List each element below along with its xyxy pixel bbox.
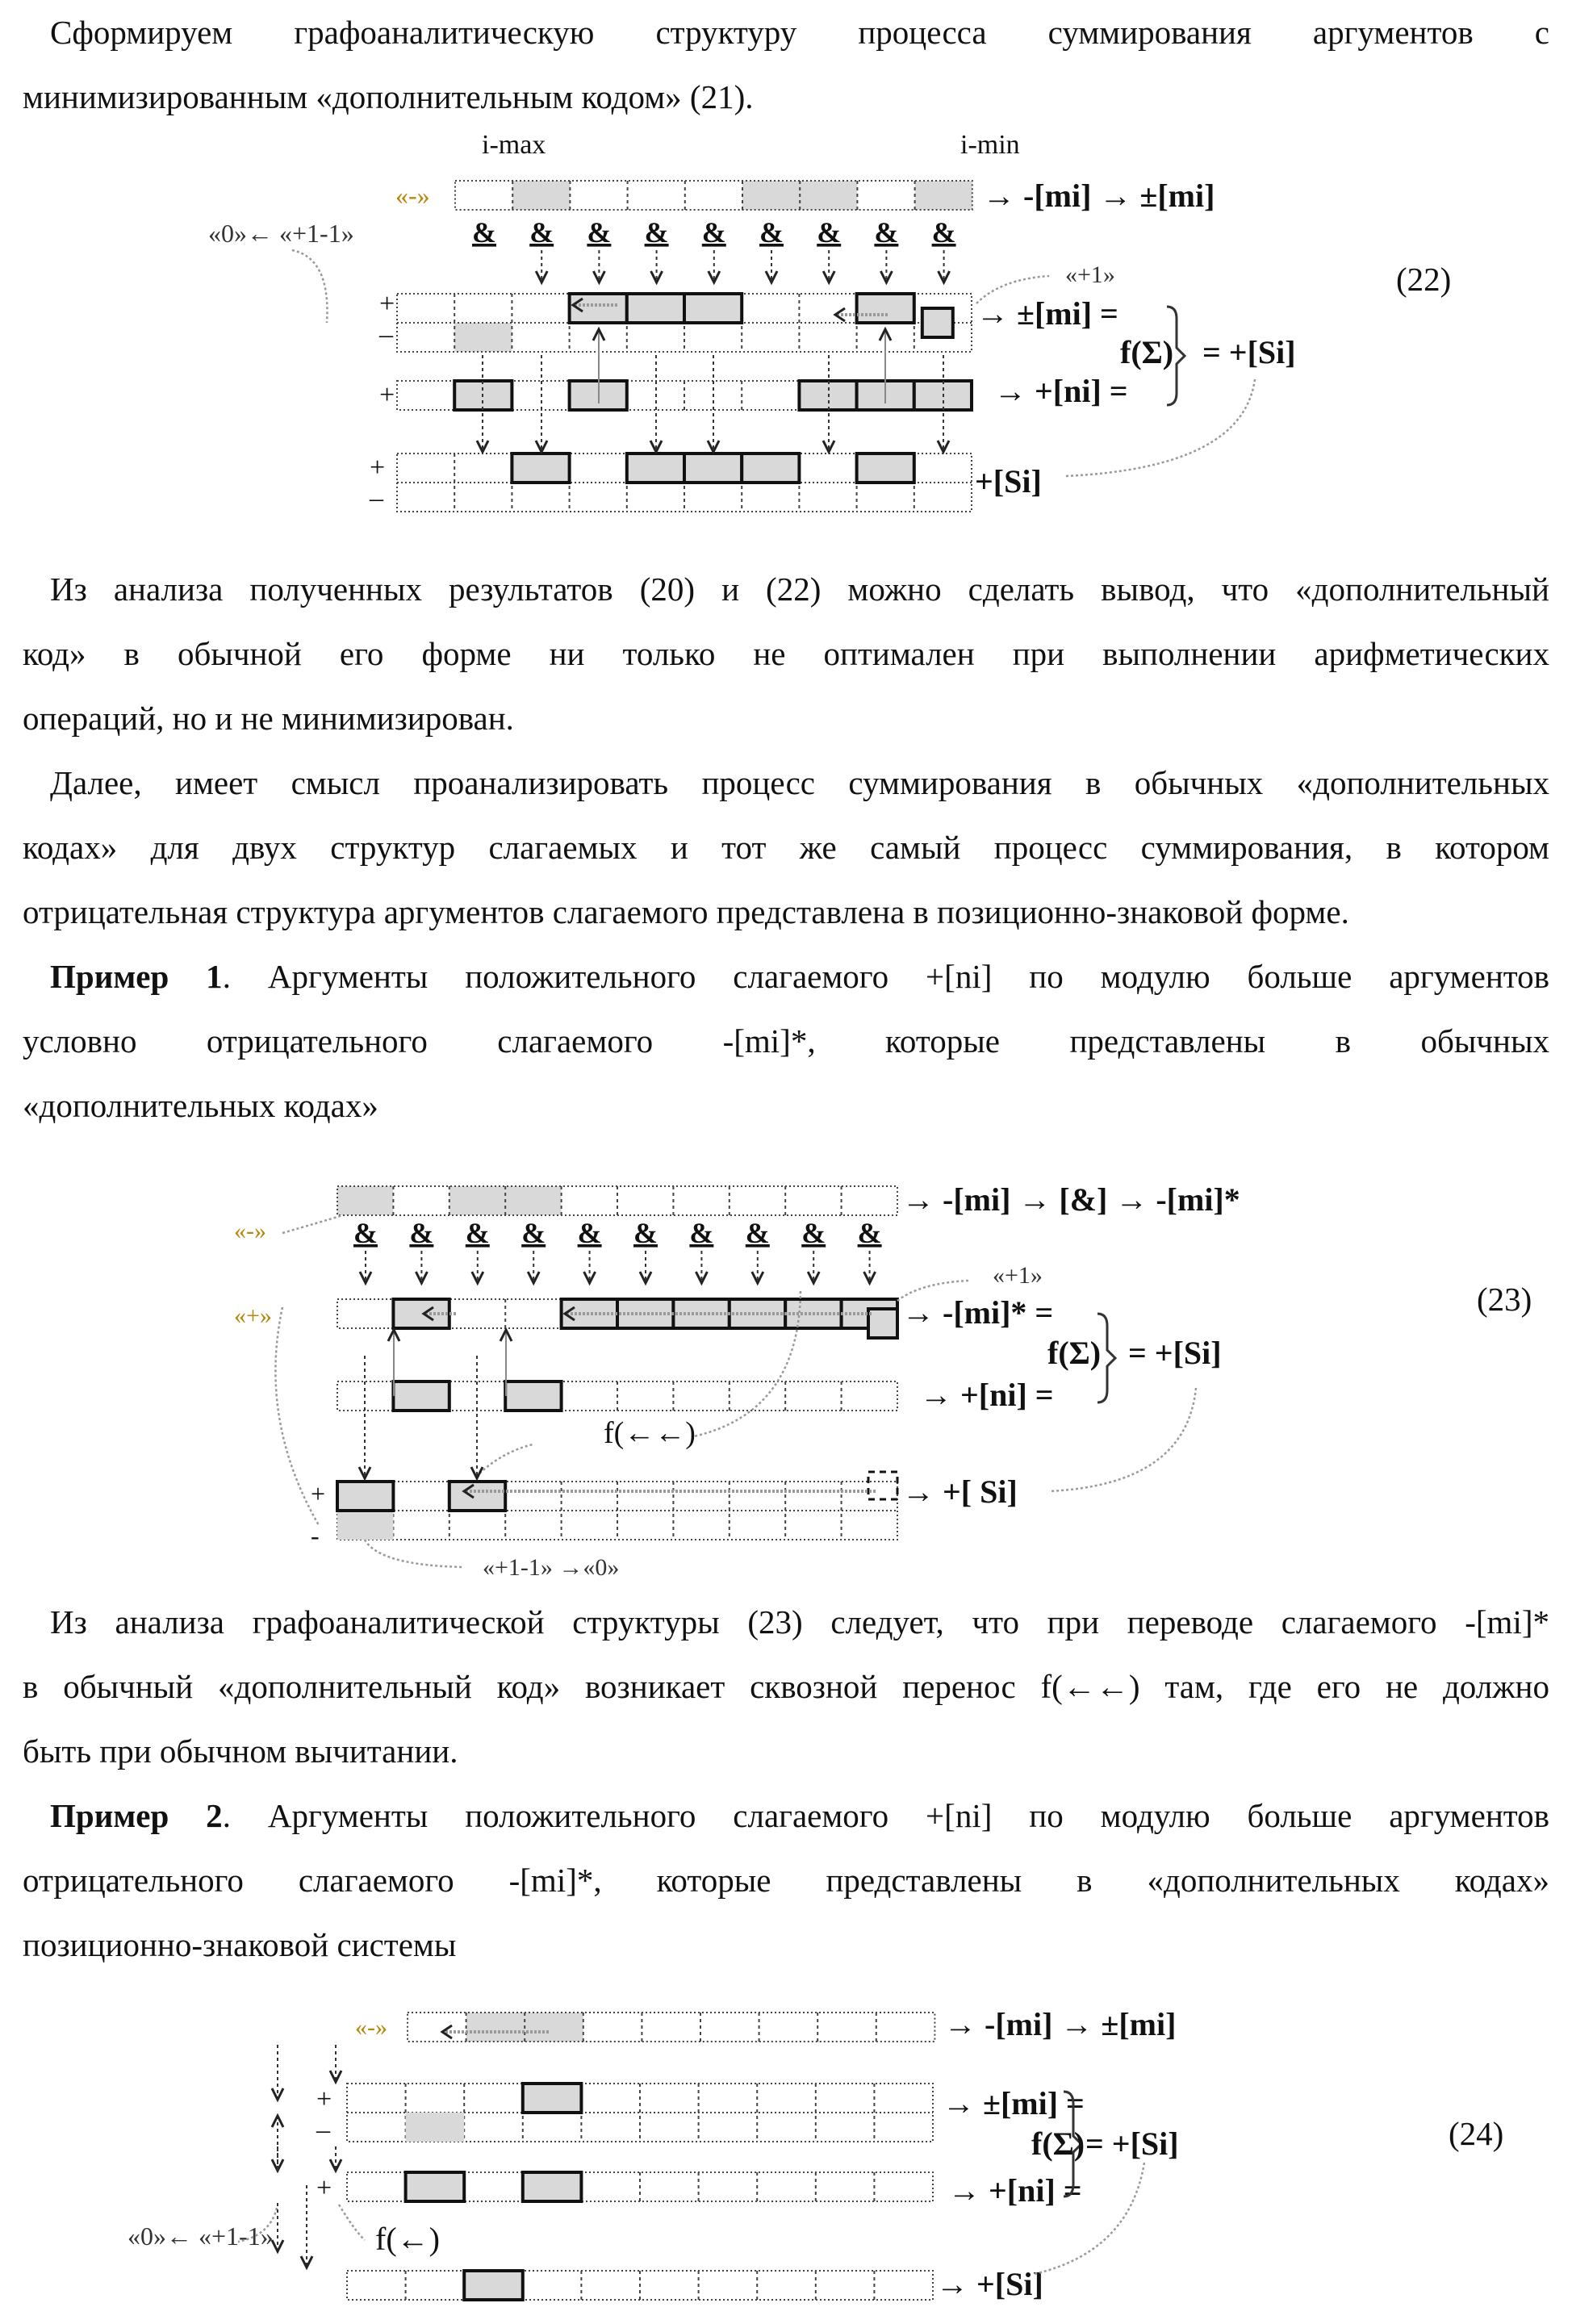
carry-label: f(←) <box>375 2221 440 2257</box>
and-symbol: & <box>353 1217 378 1249</box>
and-symbol: & <box>932 216 956 249</box>
and-symbol: & <box>858 1217 882 1249</box>
and-symbol: & <box>633 1217 658 1249</box>
text-fragment: . Аргументы положительного слагаемого +[ni] по модулю больше аргументов <box>223 958 1549 995</box>
and-symbol: & <box>529 216 554 249</box>
shaded-cell <box>505 1186 561 1215</box>
row1-output-label: → -[mi] → [&] → -[mi]* <box>902 1181 1240 1218</box>
minus-sign-label: «-» <box>355 2014 387 2041</box>
row4-output-label: +[Si] <box>975 463 1042 499</box>
minus-sign-label: «-» <box>234 1218 266 1244</box>
si-box <box>857 454 914 483</box>
carry-box <box>868 1309 897 1338</box>
and-symbol: & <box>521 1217 546 1249</box>
minus-sign: – <box>369 483 384 513</box>
si-box <box>742 454 799 483</box>
mi-star-box <box>393 1299 449 1328</box>
text-line: отрицательная структура аргументов слагаемого представлена в позиционно-знаковой форме. <box>23 880 1549 944</box>
and-symbol: & <box>466 1217 490 1249</box>
text-line: условно отрицательного слагаемого -[mi]*, которые представлены в обычных <box>23 1009 1549 1073</box>
plus-one-label: «+1» <box>1065 261 1115 288</box>
result-curve <box>1049 1388 1196 1491</box>
row2-output-label: → -[mi]* = <box>902 1294 1053 1331</box>
shaded-cell <box>742 181 800 210</box>
row1-output-label: → -[mi] → ±[mi] <box>944 2006 1176 2042</box>
diagram-22 <box>0 121 1572 525</box>
minus-sign: - <box>311 1521 320 1550</box>
text-line: Сформируем графоаналитическую структуру процесса суммирования аргументов с <box>23 0 1549 65</box>
and-symbol: & <box>472 216 496 249</box>
text-line <box>23 1783 1549 1848</box>
i-max-label: i-max <box>482 130 546 160</box>
equation-number-23: (23) <box>1477 1280 1532 1319</box>
shift-arrow-head <box>835 308 845 321</box>
paragraph-example-1 <box>23 944 1549 1138</box>
carry-curve <box>339 2205 365 2240</box>
text-line: код» в обычной его форме ни только не оптимален при выполнении арифметических <box>23 621 1549 686</box>
si-box <box>627 454 684 483</box>
plus-sign: + <box>316 2084 332 2114</box>
dashed-carry-box <box>868 1472 897 1499</box>
shaded-cell <box>512 181 570 210</box>
plus-sign: + <box>370 453 385 483</box>
shaded-cell <box>525 2013 583 2042</box>
diagram-23 <box>0 1154 1572 1590</box>
result-label: = +[Si] <box>1085 2125 1179 2162</box>
f-sigma-label: f(Σ) <box>1047 1335 1101 1371</box>
text-line <box>23 944 1549 1009</box>
zero-result-label: «+1-1» →«0» <box>483 1554 619 1581</box>
carry-box <box>922 308 953 337</box>
and-symbol: & <box>817 216 841 249</box>
f-sigma-label: f(Σ) <box>1120 334 1173 370</box>
text-line: в обычный «дополнительный код» возникает сквозной перенос f(←←) там, где его не должно <box>23 1654 1549 1719</box>
plus-one-label: «+1» <box>993 1262 1043 1289</box>
row2-output-label: → ±[mi] = <box>943 2085 1085 2121</box>
and-symbol: & <box>874 216 898 249</box>
ni-box <box>406 2172 465 2201</box>
text-line: кодах» для двух структур слагаемых и тот же самый процесс суммирования, в котором <box>23 815 1549 880</box>
si-plus-box <box>337 1482 393 1511</box>
text-line: быть при обычном вычитании. <box>23 1719 1549 1783</box>
and-symbol: & <box>689 1217 713 1249</box>
i-min-label: i-min <box>960 130 1020 160</box>
text-line: «дополнительных кодах» <box>23 1073 1549 1138</box>
text-line: отрицательного слагаемого -[mi]*, которые представлены в «дополнительных кодах» <box>23 1848 1549 1912</box>
shaded-cell <box>337 1186 393 1215</box>
equation-number-22: (22) <box>1396 260 1451 299</box>
paragraph-example-2 <box>23 1783 1549 1977</box>
zero-carry-label: «0»← «+1-1» <box>128 2222 274 2251</box>
shaded-cell <box>466 2013 525 2042</box>
text-line: Из анализа графоаналитической структуры (23) следует, что при переводе слагаемого -[mi]* <box>23 1590 1549 1654</box>
plus-sign: + <box>311 1479 325 1508</box>
f-sigma-label: f(Σ) <box>1031 2125 1085 2162</box>
text-line: Из анализа полученных результатов (20) и (22) можно сделать вывод, что «дополнительный <box>23 557 1549 621</box>
equation-number-24: (24) <box>1449 2114 1503 2153</box>
si-box <box>464 2271 523 2300</box>
example-label: Пример 1 <box>50 958 223 995</box>
shaded-cell <box>449 1186 505 1215</box>
ni-box <box>523 2172 582 2201</box>
mi-plus-box <box>523 2084 582 2113</box>
ni-box <box>393 1381 449 1411</box>
minus-curve <box>282 1215 343 1233</box>
minus-sign-label: «-» <box>395 181 430 210</box>
plus-sign: + <box>379 380 395 410</box>
and-symbol: & <box>759 216 784 249</box>
shaded-cell <box>406 2113 465 2142</box>
result-label: = +[Si] <box>1202 334 1296 370</box>
and-symbol: & <box>801 1217 826 1249</box>
shaded-cell <box>454 323 512 352</box>
text-line: операций, но и не минимизирован. <box>23 686 1549 750</box>
shaded-cell <box>915 181 972 210</box>
mi-plus-box <box>684 294 742 323</box>
plus-sign-label: «+» <box>234 1302 272 1329</box>
zero-curve <box>365 1540 464 1567</box>
text-line: Далее, имеет смысл проанализировать процесс суммирования в обычных «дополнительных <box>23 750 1549 815</box>
mi-plus-box <box>627 294 684 323</box>
plus-sign: + <box>316 2173 332 2203</box>
shaded-cell <box>800 181 857 210</box>
paragraph-further <box>23 750 1549 944</box>
text-line: позиционно-знаковой системы <box>23 1912 1549 1977</box>
si-box <box>684 454 742 483</box>
row3-output-label: → +[ni] = <box>920 1377 1054 1413</box>
row4-output-label: → +[ Si] <box>902 1473 1018 1510</box>
paragraph-analysis-22 <box>23 557 1549 750</box>
diagram-24 <box>0 1985 1572 2324</box>
and-symbol: & <box>409 1217 433 1249</box>
ni-box <box>505 1381 561 1411</box>
zero-carry-label: «0»← «+1-1» <box>208 219 354 248</box>
example-label: Пример 2 <box>50 1797 223 1834</box>
paragraph-intro <box>23 0 1549 129</box>
and-symbol: & <box>746 1217 770 1249</box>
carry-through-label: f(←←) <box>604 1416 696 1450</box>
row2-output-label: → ±[mi] = <box>976 295 1118 332</box>
minus-sign: – <box>316 2115 331 2145</box>
si-box <box>512 454 569 483</box>
and-symbol: & <box>702 216 726 249</box>
mi-plus-box <box>857 294 914 323</box>
minus-sign: – <box>378 320 394 349</box>
f-curve <box>476 1444 533 1477</box>
and-symbol: & <box>645 216 669 249</box>
paragraph-analysis-23 <box>23 1590 1549 1783</box>
and-symbol: & <box>578 1217 602 1249</box>
and-symbol: & <box>587 216 611 249</box>
row1-output-label: → -[mi] → ±[mi] <box>983 178 1215 214</box>
carry-curve <box>292 250 327 323</box>
text-line: минимизированным «дополнительным кодом» (21). <box>23 65 1549 129</box>
si-plus-box <box>449 1482 505 1511</box>
row4-output-label: → +[Si] <box>936 2266 1043 2302</box>
result-label: = +[Si] <box>1128 1335 1222 1371</box>
shaded-cell <box>337 1511 393 1540</box>
row3-output-label: → +[ni] = <box>948 2172 1082 2209</box>
plus-sign: + <box>379 289 395 319</box>
text-fragment: . Аргументы положительного слагаемого +[ni] по модулю больше аргументов <box>223 1797 1549 1834</box>
row3-output-label: → +[ni] = <box>994 373 1128 409</box>
